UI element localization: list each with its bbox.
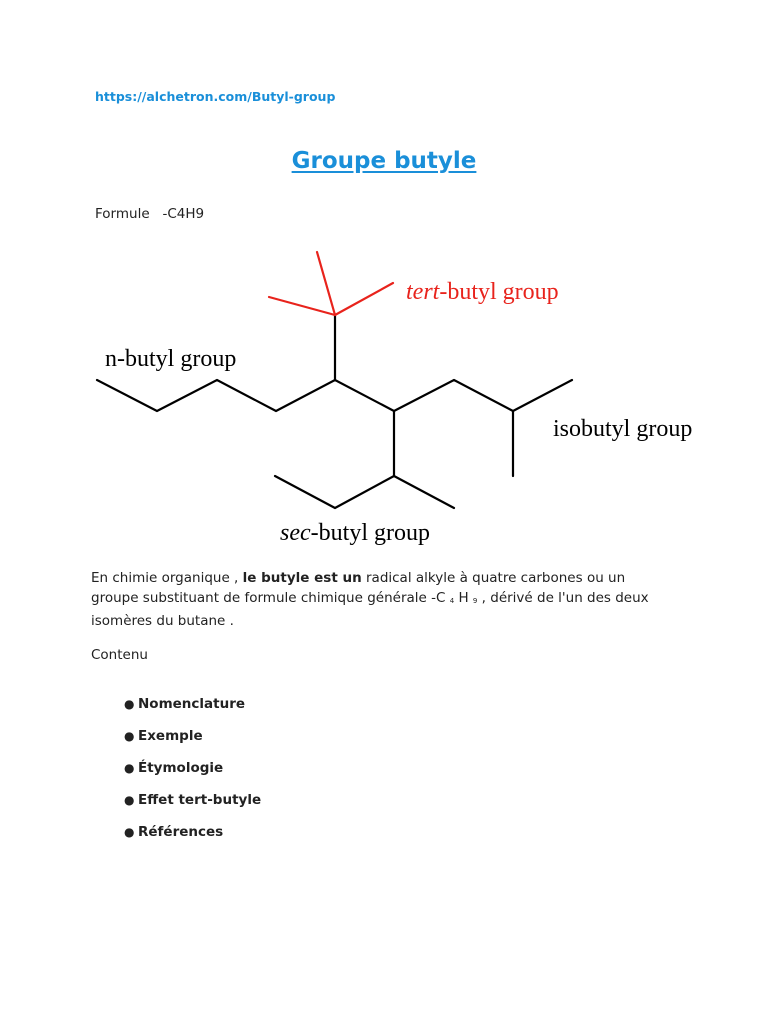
sec-prefix: sec (280, 520, 311, 546)
intro-part3: , dérivé de l'un des deux isomères du butane . (91, 590, 649, 629)
intro-part2: radical alkyle à quatre carbones ou un groupe substituant de formule chimique générale -C (91, 570, 626, 606)
contents-list (124, 693, 261, 853)
tert-methyl-bond-3 (335, 283, 393, 315)
sec-suffix: -butyl group (310, 520, 430, 546)
contents-item[interactable] (124, 693, 261, 725)
contents-item-label: Références (138, 824, 224, 840)
bullet-icon: ● (124, 761, 135, 775)
formula-label: Formule (95, 206, 150, 222)
contents-item[interactable] (124, 725, 261, 757)
intro-sub-9: 9 (472, 597, 478, 605)
tert-methyl-bond-1 (269, 297, 335, 315)
page-title: Groupe butyle (291, 148, 477, 174)
bullet-icon: ● (124, 729, 135, 743)
n-butyl-label: n-butyl group (105, 346, 237, 372)
n-butyl-chain (97, 380, 572, 411)
formula-value: -C4H9 (162, 206, 205, 222)
intro-bold: le butyle est un (242, 570, 362, 586)
sec-branch-bonds (275, 476, 454, 508)
tert-butyl-bonds (269, 252, 393, 315)
source-link[interactable]: https://alchetron.com/Butyl-group (95, 89, 336, 104)
tert-prefix: tert (406, 279, 440, 305)
bullet-icon: ● (124, 793, 135, 807)
tert-butyl-label (406, 279, 559, 305)
contents-item-label: Nomenclature (138, 696, 246, 712)
sec-butyl-label (280, 520, 430, 546)
contents-item-label: Effet tert-butyle (138, 792, 262, 808)
tert-suffix: -butyl group (439, 279, 559, 305)
bullet-icon: ● (124, 825, 135, 839)
contents-item-label: Exemple (138, 728, 203, 744)
contents-item[interactable] (124, 789, 261, 821)
tert-methyl-bond-2 (317, 252, 335, 315)
black-bonds (97, 315, 572, 508)
contents-item[interactable] (124, 757, 261, 789)
contents-item[interactable] (124, 821, 261, 853)
intro-paragraph (91, 568, 651, 631)
intro-part1: En chimie organique , (91, 570, 243, 586)
intro-h: H (454, 590, 473, 606)
contents-heading: Contenu (91, 647, 148, 663)
contents-item-label: Étymologie (138, 760, 224, 776)
intro-sub-4: 4 (449, 597, 455, 605)
bullet-icon: ● (124, 697, 135, 711)
isobutyl-label: isobutyl group (553, 416, 693, 442)
